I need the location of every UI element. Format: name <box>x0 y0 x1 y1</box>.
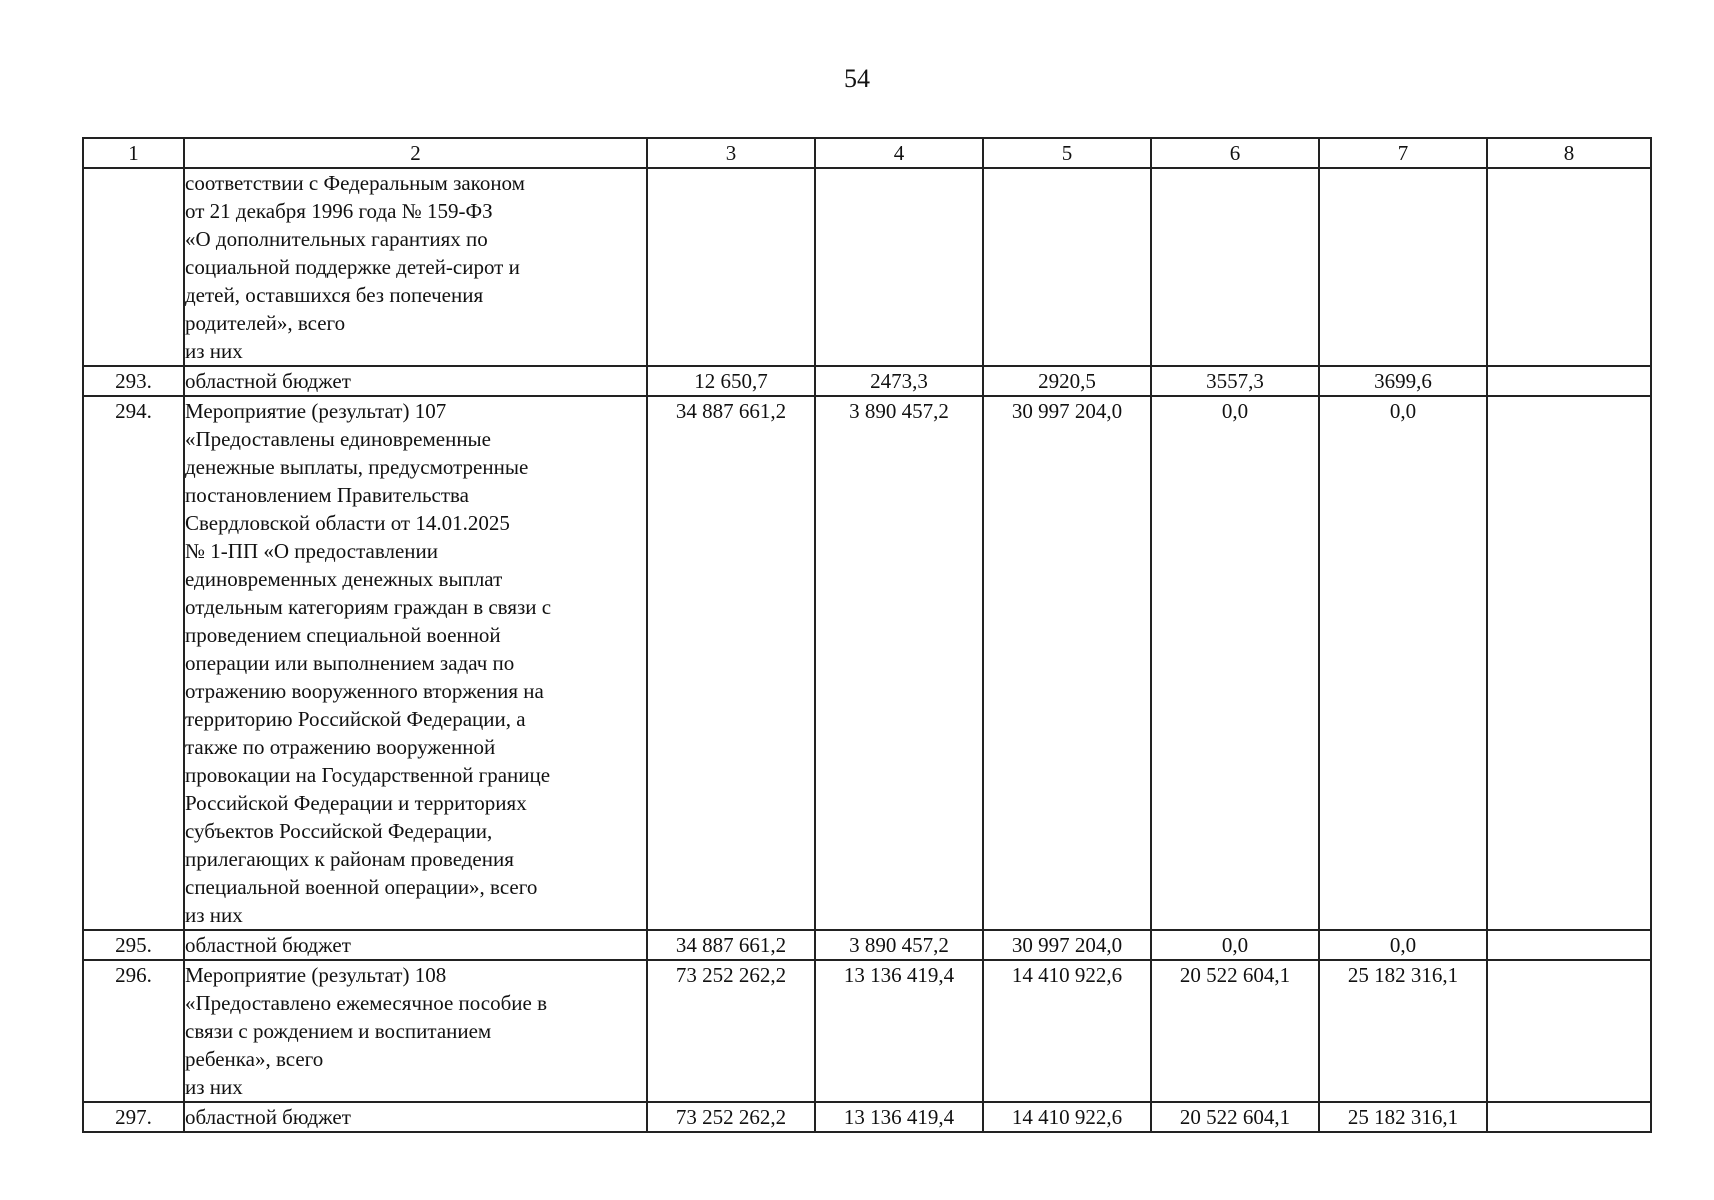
row-number: 296. <box>83 960 184 1102</box>
value-cell: 25 182 316,1 <box>1319 1102 1487 1132</box>
column-header: 2 <box>184 138 647 168</box>
row-description: Мероприятие (результат) 108 «Предоставлено ежемесячное пособие в связи с рождением и воспитанием ребенка», всего из них <box>184 960 647 1102</box>
table-row <box>83 1102 1651 1132</box>
value-cell: 34 887 661,2 <box>647 396 815 930</box>
value-cell <box>1487 168 1651 366</box>
value-cell <box>647 168 815 366</box>
row-number: 293. <box>83 366 184 396</box>
column-header: 1 <box>83 138 184 168</box>
value-cell: 3699,6 <box>1319 366 1487 396</box>
value-cell: 14 410 922,6 <box>983 1102 1151 1132</box>
page-number: 54 <box>844 64 870 93</box>
value-cell: 12 650,7 <box>647 366 815 396</box>
value-cell <box>815 168 983 366</box>
column-number-row <box>83 138 1651 168</box>
value-cell: 20 522 604,1 <box>1151 960 1319 1102</box>
value-cell: 34 887 661,2 <box>647 930 815 960</box>
table-row <box>83 366 1651 396</box>
row-number: 295. <box>83 930 184 960</box>
column-header: 8 <box>1487 138 1651 168</box>
value-cell <box>983 168 1151 366</box>
row-description: областной бюджет <box>184 1102 647 1132</box>
row-number: 297. <box>83 1102 184 1132</box>
value-cell: 0,0 <box>1319 396 1487 930</box>
table-row <box>83 930 1651 960</box>
value-cell: 0,0 <box>1319 930 1487 960</box>
value-cell: 30 997 204,0 <box>983 930 1151 960</box>
value-cell <box>1487 930 1651 960</box>
value-cell: 73 252 262,2 <box>647 960 815 1102</box>
value-cell: 2920,5 <box>983 366 1151 396</box>
row-number: 294. <box>83 396 184 930</box>
row-number <box>83 168 184 366</box>
value-cell: 20 522 604,1 <box>1151 1102 1319 1132</box>
column-header: 6 <box>1151 138 1319 168</box>
row-description: областной бюджет <box>184 930 647 960</box>
value-cell <box>1319 168 1487 366</box>
value-cell: 13 136 419,4 <box>815 960 983 1102</box>
value-cell: 2473,3 <box>815 366 983 396</box>
column-header: 5 <box>983 138 1151 168</box>
value-cell: 13 136 419,4 <box>815 1102 983 1132</box>
table-row <box>83 960 1651 1102</box>
value-cell: 0,0 <box>1151 930 1319 960</box>
row-description: Мероприятие (результат) 107 «Предоставлены единовременные денежные выплаты, предусмотренные постановлением Правительства Свердловской области от 14.01.2025 № 1-ПП «О предоставлении единовременных денежных выплат отдельным категориям граждан в связи с проведением специальной военной операции или выполнением задач по отражению вооруженного вторжения на территорию Российской Федерации, а также по отражению вооруженной провокации на Государственной границе Российской Федерации и территориях субъектов Российской Федерации, прилегающих к районам проведения специальной военной операции», всего из них <box>184 396 647 930</box>
value-cell <box>1487 396 1651 930</box>
value-cell: 3557,3 <box>1151 366 1319 396</box>
value-cell: 73 252 262,2 <box>647 1102 815 1132</box>
value-cell <box>1151 168 1319 366</box>
value-cell <box>1487 1102 1651 1132</box>
value-cell: 30 997 204,0 <box>983 396 1151 930</box>
row-description: областной бюджет <box>184 366 647 396</box>
table-row <box>83 168 1651 366</box>
value-cell: 3 890 457,2 <box>815 396 983 930</box>
value-cell: 3 890 457,2 <box>815 930 983 960</box>
row-description: соответствии с Федеральным законом от 21 декабря 1996 года № 159-ФЗ «О дополнительных гарантиях по социальной поддержке детей-сирот и детей, оставшихся без попечения родителей», всего из них <box>184 168 647 366</box>
value-cell: 14 410 922,6 <box>983 960 1151 1102</box>
value-cell: 25 182 316,1 <box>1319 960 1487 1102</box>
column-header: 7 <box>1319 138 1487 168</box>
budget-table <box>82 137 1652 1133</box>
value-cell <box>1487 960 1651 1102</box>
value-cell: 0,0 <box>1151 396 1319 930</box>
value-cell <box>1487 366 1651 396</box>
column-header: 3 <box>647 138 815 168</box>
table-row <box>83 396 1651 930</box>
column-header: 4 <box>815 138 983 168</box>
